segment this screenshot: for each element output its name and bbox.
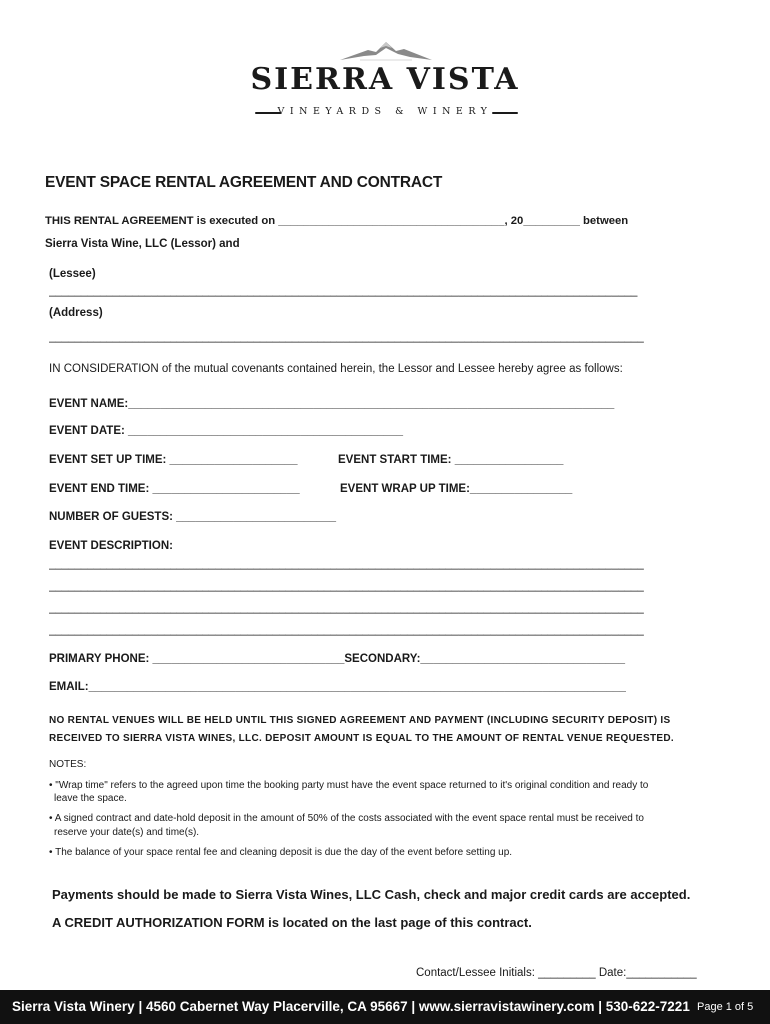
description-line-1[interactable]: _____________________________________________________________________________________________ [49, 558, 644, 570]
intro-line-2: Sierra Vista Wine, LLC (Lessor) and [45, 238, 240, 250]
mountain-logo-icon [340, 38, 432, 62]
footer-contact-info: Sierra Vista Winery | 4560 Cabernet Way Placerville, CA 95667 | www.sierravistawinery.com | 530-622-7221 [12, 999, 690, 1014]
notes-label: NOTES: [49, 759, 87, 770]
lessee-label: (Lessee) [49, 268, 96, 280]
email-field[interactable]: EMAIL:____________________________________________________________________________________ [49, 681, 626, 693]
notice-line-2: RECEIVED TO SIERRA VISTA WINES, LLC. DEPOSIT AMOUNT IS EQUAL TO THE AMOUNT OF RENTAL VENUE REQUESTED. [49, 733, 674, 744]
payment-line-1: Payments should be made to Sierra Vista Wines, LLC Cash, check and major credit cards are accepted. [52, 887, 691, 902]
event-start-time-field[interactable]: EVENT START TIME: _________________ [338, 454, 564, 466]
address-label: (Address) [49, 307, 103, 319]
note-3-line-1: • The balance of your space rental fee and cleaning deposit is due the day of the event before setting up. [49, 847, 513, 858]
note-1-line-1: • "Wrap time" refers to the agreed upon time the booking party must have the event space returned to it's original condition and ready to [49, 780, 649, 791]
event-setup-time-field[interactable]: EVENT SET UP TIME: ____________________ [49, 454, 298, 466]
notice-line-1: NO RENTAL VENUES WILL BE HELD UNTIL THIS SIGNED AGREEMENT AND PAYMENT (INCLUDING SECURITY DEPOSIT) IS [49, 715, 671, 726]
description-line-2[interactable]: _____________________________________________________________________________________________ [49, 580, 644, 592]
description-line-3[interactable]: _____________________________________________________________________________________________ [49, 602, 644, 614]
guests-field[interactable]: NUMBER OF GUESTS: _________________________ [49, 511, 337, 523]
logo-subtitle: VINEYARDS & WINERY [277, 106, 493, 117]
lessee-field[interactable]: ____________________________________________________________________________________________ [49, 285, 638, 297]
payment-line-2: A CREDIT AUTHORIZATION FORM is located on the last page of this contract. [52, 915, 532, 930]
event-name-field[interactable]: EVENT NAME:____________________________________________________________________________ [49, 398, 615, 410]
description-line-4[interactable]: _____________________________________________________________________________________________ [49, 624, 644, 636]
description-label: EVENT DESCRIPTION: [49, 540, 173, 552]
consideration-text: IN CONSIDERATION of the mutual covenants contained herein, the Lessor and Lessee hereby agree as follows: [49, 363, 623, 375]
initials-date-field[interactable]: Contact/Lessee Initials: _________ Date:___________ [416, 967, 697, 979]
footer-bar [0, 990, 770, 1024]
document-title: EVENT SPACE RENTAL AGREEMENT AND CONTRACT [45, 174, 443, 191]
event-wrap-time-field[interactable]: EVENT WRAP UP TIME:________________ [340, 483, 573, 495]
note-1-line-2: leave the space. [54, 793, 127, 804]
event-end-time-field[interactable]: EVENT END TIME: _______________________ [49, 483, 300, 495]
logo-title: SIERRA VISTA [250, 62, 520, 97]
intro-line-1: THIS RENTAL AGREEMENT is executed on ____________________________________, 20_________ between [45, 215, 629, 227]
address-field[interactable]: _____________________________________________________________________________________________ [49, 331, 644, 343]
logo-rule-right [492, 112, 518, 114]
note-2-line-1: • A signed contract and date-hold deposit in the amount of 50% of the costs associated with the event space rental must be received to [49, 813, 644, 824]
event-date-field[interactable]: EVENT DATE: ___________________________________________ [49, 425, 404, 437]
note-2-line-2: reserve your date(s) and time(s). [54, 827, 200, 838]
page-number: Page 1 of 5 [697, 1001, 754, 1013]
phone-field[interactable]: PRIMARY PHONE: ______________________________SECONDARY:________________________________ [49, 653, 626, 665]
